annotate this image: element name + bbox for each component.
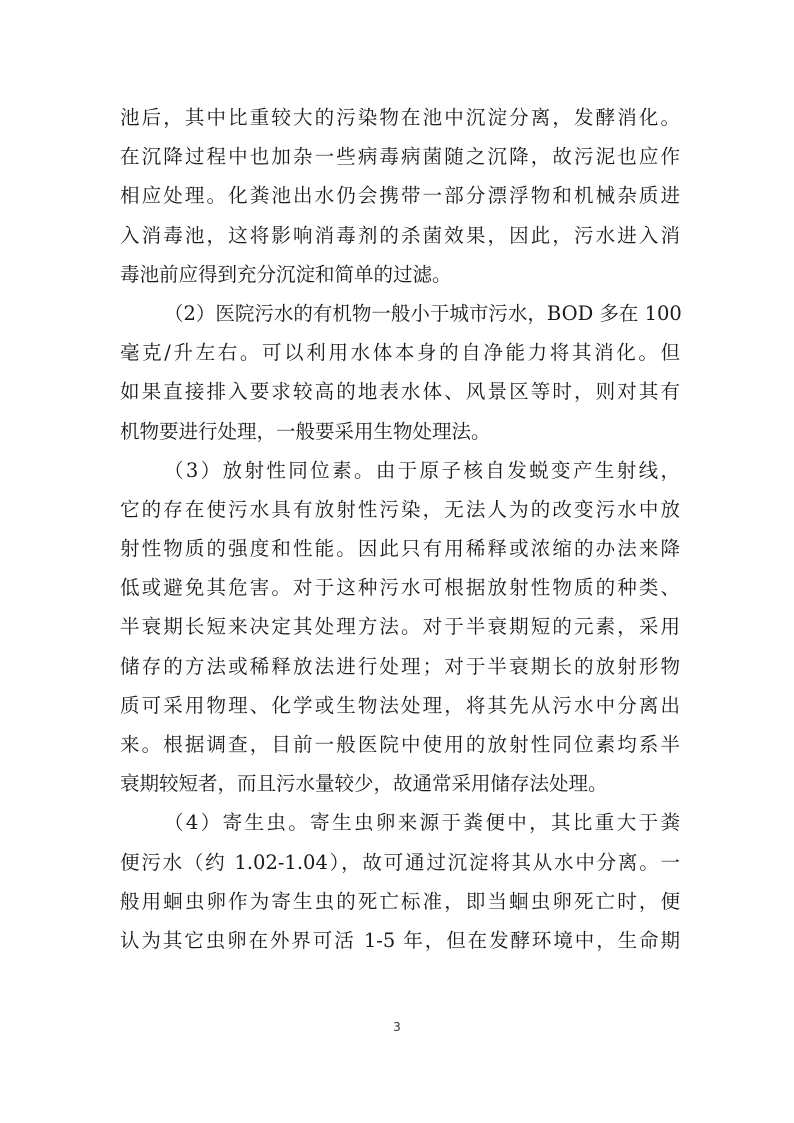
- text-line: 池后，其中比重较大的污染物在池中沉淀分离，发酵消化。: [120, 106, 680, 129]
- text-line: 便污水（约 1.02-1.04），故可通过沉淀将其从水中分离。一: [120, 850, 680, 874]
- text-line: 射性物质的强度和性能。因此只有用稀释或浓缩的办法来降: [120, 537, 680, 561]
- text-line: 半衰期长短来决定其处理方法。对于半衰期短的元素，采用: [120, 615, 680, 639]
- body-text: [120, 98, 680, 960]
- text-line: （3）放射性同位素。由于原子核自发蜕变产生射线，: [164, 458, 680, 482]
- text-line: 机物要进行处理，一般要采用生物处理法。: [120, 419, 491, 443]
- text-line: （2）医院污水的有机物一般小于城市污水，BOD 多在 100: [164, 301, 682, 325]
- text-line: 入消毒池，这将影响消毒剂的杀菌效果，因此，污水进入消: [120, 223, 680, 247]
- text-line: 在沉降过程中也加杂一些病毒病菌随之沉降，故污泥也应作: [120, 145, 680, 169]
- text-line: 质可采用物理、化学或生物法处理，将其先从污水中分离出: [120, 693, 680, 717]
- page-number: 3: [393, 1020, 401, 1034]
- text-line: 衰期较短者，而且污水量较少，故通常采用储存法处理。: [120, 772, 608, 796]
- text-line: 般用蛔虫卵作为寄生虫的死亡标准，即当蛔虫卵死亡时，便: [120, 889, 680, 913]
- text-line: 如果直接排入要求较高的地表水体、风景区等时，则对其有: [120, 380, 680, 404]
- text-line: 认为其它虫卵在外界可活 1-5 年，但在发酵环境中，生命期: [120, 928, 680, 952]
- text-line: 相应处理。化粪池出水仍会携带一部分漂浮物和机械杂质进: [120, 184, 680, 208]
- text-line: （4）寄生虫。寄生虫卵来源于粪便中，其比重大于粪: [164, 811, 680, 835]
- text-line: 来。根据调查，目前一般医院中使用的放射性同位素均系半: [120, 733, 680, 756]
- text-line: 它的存在使污水具有放射性污染，无法人为的改变污水中放: [120, 497, 680, 521]
- text-line: 低或避免其危害。对于这种污水可根据放射性物质的种类、: [120, 576, 680, 600]
- text-line: 毫克/升左右。可以利用水体本身的自净能力将其消化。但: [120, 341, 680, 365]
- text-line: 储存的方法或稀释放法进行处理；对于半衰期长的放射形物: [120, 654, 680, 678]
- text-line: 毒池前应得到充分沉淀和简单的过滤。: [120, 262, 452, 286]
